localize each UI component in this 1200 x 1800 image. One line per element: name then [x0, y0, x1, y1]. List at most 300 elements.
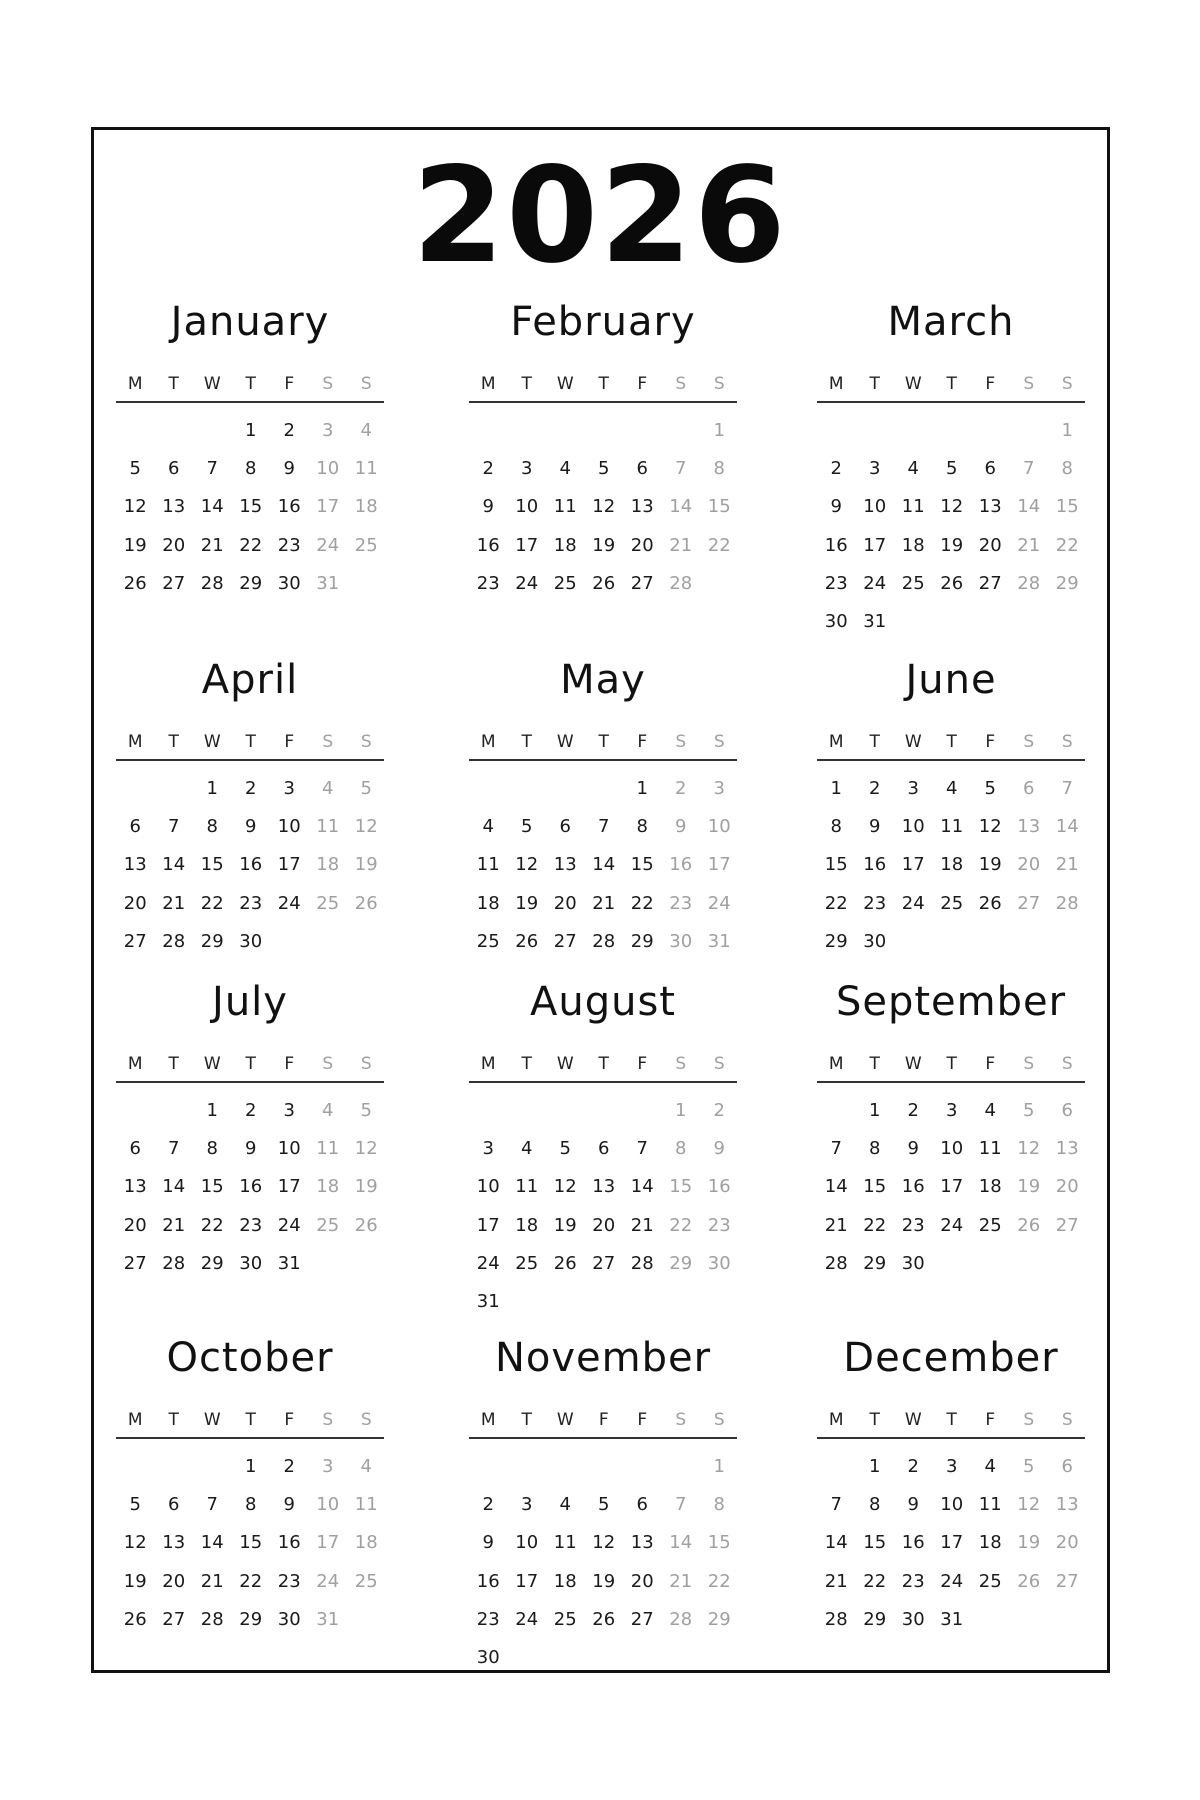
- day-cell: 13: [123, 854, 147, 876]
- day-cell: 9: [907, 1494, 919, 1516]
- day-cell: 29: [863, 1252, 887, 1274]
- day-cell: 1: [636, 778, 648, 800]
- week-row: [469, 412, 737, 450]
- weekday-label: S: [322, 1410, 334, 1430]
- weekday-label: W: [203, 1410, 221, 1430]
- day-cell: 16: [824, 534, 848, 556]
- day-cell: 5: [1023, 1456, 1035, 1478]
- weeks: [469, 1092, 737, 1321]
- header-divider: [817, 1081, 1085, 1083]
- weekday-label: S: [322, 1054, 334, 1074]
- week-row: [116, 1448, 384, 1486]
- weekday-label: M: [127, 1054, 143, 1074]
- day-cell: 4: [360, 1456, 372, 1478]
- day-cell: 5: [598, 458, 610, 480]
- day-cell: 15: [863, 1176, 887, 1198]
- weeks: [116, 1448, 384, 1639]
- day-cell: 29: [863, 1608, 887, 1630]
- week-row: [817, 603, 1085, 641]
- day-cell: 20: [978, 534, 1002, 556]
- day-cell: 6: [984, 458, 996, 480]
- day-cell: 1: [206, 1100, 218, 1122]
- day-cell: 30: [901, 1608, 925, 1630]
- day-cell: 6: [559, 816, 571, 838]
- day-cell: 10: [277, 816, 301, 838]
- weekday-label: M: [828, 732, 844, 752]
- weekday-header: [817, 372, 1085, 396]
- day-cell: 28: [162, 930, 186, 952]
- weeks: [469, 1448, 737, 1677]
- day-cell: 20: [592, 1214, 616, 1236]
- day-cell: 27: [1055, 1570, 1079, 1592]
- day-cell: 9: [675, 816, 687, 838]
- weekday-label: T: [521, 1410, 532, 1430]
- week-row: [116, 527, 384, 565]
- day-cell: 17: [515, 1570, 539, 1592]
- week-row: [817, 412, 1085, 450]
- day-cell: 5: [521, 816, 533, 838]
- day-cell: 7: [675, 458, 687, 480]
- week-row: [116, 488, 384, 526]
- day-cell: 25: [316, 1214, 340, 1236]
- day-cell: 24: [515, 1608, 539, 1630]
- day-cell: 13: [123, 1176, 147, 1198]
- day-cell: 5: [360, 1100, 372, 1122]
- day-cell: 16: [669, 854, 693, 876]
- weekday-header: [817, 730, 1085, 754]
- week-row: [469, 1486, 737, 1524]
- day-cell: 12: [940, 496, 964, 518]
- day-cell: 5: [1023, 1100, 1035, 1122]
- weekday-label: T: [869, 732, 880, 752]
- day-cell: 28: [824, 1252, 848, 1274]
- day-cell: 27: [1055, 1214, 1079, 1236]
- day-cell: 14: [162, 854, 186, 876]
- day-cell: 3: [283, 778, 295, 800]
- day-cell: 19: [1017, 1532, 1041, 1554]
- day-cell: 22: [239, 534, 263, 556]
- weeks: [469, 412, 737, 603]
- day-cell: 29: [630, 930, 654, 952]
- month-title: November: [494, 1335, 712, 1381]
- day-cell: 24: [707, 892, 731, 914]
- day-cell: 8: [245, 458, 257, 480]
- weekday-label: W: [203, 732, 221, 752]
- day-cell: 13: [1017, 816, 1041, 838]
- day-cell: 30: [863, 930, 887, 952]
- month-title: August: [530, 979, 676, 1025]
- day-cell: 13: [630, 496, 654, 518]
- day-cell: 25: [978, 1570, 1002, 1592]
- day-cell: 19: [940, 534, 964, 556]
- day-cell: 7: [675, 1494, 687, 1516]
- day-cell: 16: [901, 1532, 925, 1554]
- day-cell: 3: [482, 1138, 494, 1160]
- day-cell: 23: [901, 1570, 925, 1592]
- day-cell: 7: [830, 1494, 842, 1516]
- day-cell: 20: [553, 892, 577, 914]
- day-cell: 8: [869, 1138, 881, 1160]
- header-divider: [116, 401, 384, 403]
- week-row: [469, 1168, 737, 1206]
- day-cell: 12: [978, 816, 1002, 838]
- day-cell: 23: [476, 1608, 500, 1630]
- day-cell: 30: [669, 930, 693, 952]
- day-cell: 9: [245, 1138, 257, 1160]
- weekday-label: M: [480, 1054, 496, 1074]
- day-cell: 19: [592, 1570, 616, 1592]
- day-cell: 24: [515, 572, 539, 594]
- day-cell: 30: [901, 1252, 925, 1274]
- day-cell: 10: [515, 1532, 539, 1554]
- week-row: [116, 1130, 384, 1168]
- day-cell: 5: [129, 1494, 141, 1516]
- month-title: May: [560, 657, 646, 703]
- day-cell: 19: [553, 1214, 577, 1236]
- day-cell: 22: [239, 1570, 263, 1592]
- day-cell: 18: [978, 1532, 1002, 1554]
- weekday-header: [469, 1052, 737, 1076]
- day-cell: 23: [707, 1214, 731, 1236]
- day-cell: 4: [559, 1494, 571, 1516]
- day-cell: 11: [553, 496, 577, 518]
- day-cell: 9: [482, 496, 494, 518]
- weekday-label: F: [637, 732, 648, 752]
- header-divider: [469, 401, 737, 403]
- weekday-label: T: [946, 374, 957, 394]
- day-cell: 13: [978, 496, 1002, 518]
- weekday-label: F: [637, 1054, 648, 1074]
- day-cell: 8: [1061, 458, 1073, 480]
- day-cell: 1: [245, 1456, 257, 1478]
- header-divider: [817, 401, 1085, 403]
- week-row: [469, 1092, 737, 1130]
- weekday-label: T: [869, 1054, 880, 1074]
- weeks: [469, 770, 737, 961]
- day-cell: 24: [940, 1570, 964, 1592]
- day-cell: 24: [316, 534, 340, 556]
- header-divider: [469, 759, 737, 761]
- week-row: [469, 1207, 737, 1245]
- week-row: [116, 1563, 384, 1601]
- week-row: [817, 1130, 1085, 1168]
- day-cell: 27: [553, 930, 577, 952]
- day-cell: 7: [1023, 458, 1035, 480]
- day-cell: 31: [863, 611, 887, 633]
- weekday-label: M: [828, 1054, 844, 1074]
- week-row: [469, 885, 737, 923]
- weekday-label: T: [946, 1054, 957, 1074]
- day-cell: 13: [1055, 1494, 1079, 1516]
- day-cell: 23: [277, 1570, 301, 1592]
- weekday-label: S: [360, 1410, 372, 1430]
- weekday-label: M: [480, 374, 496, 394]
- day-cell: 25: [978, 1214, 1002, 1236]
- day-cell: 17: [316, 496, 340, 518]
- day-cell: 14: [592, 854, 616, 876]
- weekday-label: S: [713, 732, 725, 752]
- weekday-label: T: [168, 1054, 179, 1074]
- weekday-label: T: [168, 1410, 179, 1430]
- day-cell: 5: [946, 458, 958, 480]
- day-cell: 14: [1055, 816, 1079, 838]
- day-cell: 25: [476, 930, 500, 952]
- week-row: [817, 565, 1085, 603]
- day-cell: 9: [907, 1138, 919, 1160]
- day-cell: 28: [669, 572, 693, 594]
- day-cell: 2: [713, 1100, 725, 1122]
- day-cell: 4: [322, 1100, 334, 1122]
- weekday-label: T: [598, 1054, 609, 1074]
- day-cell: 20: [123, 892, 147, 914]
- day-cell: 29: [669, 1252, 693, 1274]
- day-cell: 25: [901, 572, 925, 594]
- day-cell: 21: [1017, 534, 1041, 556]
- day-cell: 15: [707, 1532, 731, 1554]
- day-cell: 25: [940, 892, 964, 914]
- day-cell: 18: [553, 534, 577, 556]
- day-cell: 6: [636, 1494, 648, 1516]
- day-cell: 22: [1055, 534, 1079, 556]
- weeks: [116, 1092, 384, 1283]
- day-cell: 1: [245, 420, 257, 442]
- weekday-label: W: [904, 374, 922, 394]
- header-divider: [469, 1437, 737, 1439]
- day-cell: 2: [482, 1494, 494, 1516]
- day-cell: 26: [553, 1252, 577, 1274]
- day-cell: 15: [239, 496, 263, 518]
- weekday-label: T: [168, 732, 179, 752]
- weekday-label: S: [1061, 732, 1073, 752]
- weekday-label: M: [480, 1410, 496, 1430]
- day-cell: 28: [669, 1608, 693, 1630]
- weekday-label: M: [480, 732, 496, 752]
- day-cell: 6: [636, 458, 648, 480]
- day-cell: 24: [277, 892, 301, 914]
- day-cell: 22: [863, 1214, 887, 1236]
- day-cell: 26: [592, 572, 616, 594]
- day-cell: 8: [636, 816, 648, 838]
- day-cell: 29: [239, 572, 263, 594]
- day-cell: 25: [354, 1570, 378, 1592]
- day-cell: 5: [984, 778, 996, 800]
- week-row: [817, 488, 1085, 526]
- day-cell: 23: [277, 534, 301, 556]
- day-cell: 30: [707, 1252, 731, 1274]
- week-row: [817, 450, 1085, 488]
- weekday-header: [116, 372, 384, 396]
- weekday-label: M: [127, 1410, 143, 1430]
- weekday-label: F: [985, 1054, 996, 1074]
- weekday-label: F: [284, 374, 295, 394]
- day-cell: 17: [316, 1532, 340, 1554]
- day-cell: 29: [239, 1608, 263, 1630]
- weekday-label: S: [1023, 1054, 1035, 1074]
- day-cell: 1: [1061, 420, 1073, 442]
- week-row: [469, 1524, 737, 1562]
- week-row: [469, 488, 737, 526]
- day-cell: 23: [669, 892, 693, 914]
- day-cell: 13: [630, 1532, 654, 1554]
- week-row: [116, 1486, 384, 1524]
- day-cell: 6: [1061, 1456, 1073, 1478]
- weekday-label: S: [360, 374, 372, 394]
- day-cell: 12: [1017, 1494, 1041, 1516]
- day-cell: 27: [630, 572, 654, 594]
- day-cell: 11: [476, 854, 500, 876]
- day-cell: 18: [354, 496, 378, 518]
- day-cell: 3: [521, 1494, 533, 1516]
- weekday-label: S: [1023, 374, 1035, 394]
- day-cell: 27: [162, 1608, 186, 1630]
- day-cell: 20: [1017, 854, 1041, 876]
- weekday-label: T: [245, 732, 256, 752]
- day-cell: 26: [354, 892, 378, 914]
- day-cell: 13: [553, 854, 577, 876]
- day-cell: 23: [476, 572, 500, 594]
- day-cell: 17: [940, 1532, 964, 1554]
- day-cell: 15: [200, 854, 224, 876]
- day-cell: 18: [354, 1532, 378, 1554]
- day-cell: 28: [1017, 572, 1041, 594]
- weekday-label: S: [1061, 1054, 1073, 1074]
- weekday-label: F: [985, 732, 996, 752]
- day-cell: 2: [675, 778, 687, 800]
- day-cell: 18: [978, 1176, 1002, 1198]
- weekday-label: T: [598, 374, 609, 394]
- day-cell: 2: [869, 778, 881, 800]
- week-row: [116, 1245, 384, 1283]
- day-cell: 10: [863, 496, 887, 518]
- day-cell: 28: [630, 1252, 654, 1274]
- weekday-label: S: [360, 732, 372, 752]
- week-row: [469, 923, 737, 961]
- day-cell: 7: [598, 816, 610, 838]
- week-row: [116, 923, 384, 961]
- day-cell: 12: [354, 1138, 378, 1160]
- week-row: [469, 846, 737, 884]
- day-cell: 21: [200, 534, 224, 556]
- day-cell: 11: [901, 496, 925, 518]
- day-cell: 25: [553, 1608, 577, 1630]
- week-row: [817, 1448, 1085, 1486]
- day-cell: 2: [283, 1456, 295, 1478]
- day-cell: 17: [515, 534, 539, 556]
- header-divider: [116, 1081, 384, 1083]
- week-row: [116, 1524, 384, 1562]
- week-row: [469, 1245, 737, 1283]
- day-cell: 26: [1017, 1214, 1041, 1236]
- week-row: [817, 1245, 1085, 1283]
- day-cell: 9: [283, 458, 295, 480]
- day-cell: 31: [707, 930, 731, 952]
- day-cell: 11: [354, 1494, 378, 1516]
- year-title: 2026: [412, 139, 788, 293]
- day-cell: 12: [123, 1532, 147, 1554]
- day-cell: 11: [515, 1176, 539, 1198]
- day-cell: 2: [245, 1100, 257, 1122]
- weekday-header: [116, 1408, 384, 1432]
- day-cell: 10: [940, 1138, 964, 1160]
- month-title: January: [170, 299, 330, 345]
- day-cell: 3: [283, 1100, 295, 1122]
- week-row: [817, 1601, 1085, 1639]
- weekday-label: S: [1061, 374, 1073, 394]
- day-cell: 15: [239, 1532, 263, 1554]
- day-cell: 12: [123, 496, 147, 518]
- weekday-label: S: [713, 1410, 725, 1430]
- day-cell: 31: [316, 1608, 340, 1630]
- day-cell: 16: [239, 854, 263, 876]
- day-cell: 23: [239, 892, 263, 914]
- day-cell: 21: [592, 892, 616, 914]
- week-row: [469, 1601, 737, 1639]
- day-cell: 3: [907, 778, 919, 800]
- day-cell: 22: [200, 892, 224, 914]
- weekday-header: [116, 1052, 384, 1076]
- day-cell: 14: [200, 496, 224, 518]
- day-cell: 24: [863, 572, 887, 594]
- day-cell: 17: [277, 854, 301, 876]
- day-cell: 23: [901, 1214, 925, 1236]
- day-cell: 21: [162, 892, 186, 914]
- week-row: [817, 923, 1085, 961]
- day-cell: 12: [592, 1532, 616, 1554]
- day-cell: 8: [830, 816, 842, 838]
- week-row: [116, 1092, 384, 1130]
- day-cell: 28: [200, 572, 224, 594]
- weekday-label: T: [869, 1410, 880, 1430]
- day-cell: 14: [630, 1176, 654, 1198]
- weekday-label: S: [675, 374, 687, 394]
- day-cell: 30: [277, 572, 301, 594]
- day-cell: 3: [521, 458, 533, 480]
- day-cell: 16: [863, 854, 887, 876]
- day-cell: 24: [901, 892, 925, 914]
- day-cell: 26: [1017, 1570, 1041, 1592]
- day-cell: 27: [978, 572, 1002, 594]
- day-cell: 10: [515, 496, 539, 518]
- weekday-label: W: [556, 374, 574, 394]
- day-cell: 11: [316, 816, 340, 838]
- day-cell: 3: [946, 1456, 958, 1478]
- day-cell: 11: [978, 1138, 1002, 1160]
- week-row: [817, 1524, 1085, 1562]
- weeks: [817, 1092, 1085, 1283]
- day-cell: 5: [129, 458, 141, 480]
- day-cell: 13: [162, 496, 186, 518]
- day-cell: 8: [869, 1494, 881, 1516]
- day-cell: 29: [1055, 572, 1079, 594]
- day-cell: 23: [863, 892, 887, 914]
- day-cell: 18: [316, 1176, 340, 1198]
- day-cell: 21: [162, 1214, 186, 1236]
- weekday-header: [469, 730, 737, 754]
- day-cell: 19: [123, 1570, 147, 1592]
- day-cell: 15: [669, 1176, 693, 1198]
- day-cell: 22: [707, 534, 731, 556]
- day-cell: 12: [553, 1176, 577, 1198]
- weekday-label: F: [637, 374, 648, 394]
- week-row: [817, 1168, 1085, 1206]
- day-cell: 7: [1061, 778, 1073, 800]
- day-cell: 1: [713, 420, 725, 442]
- day-cell: 17: [707, 854, 731, 876]
- day-cell: 10: [476, 1176, 500, 1198]
- day-cell: 6: [129, 1138, 141, 1160]
- day-cell: 6: [598, 1138, 610, 1160]
- day-cell: 31: [277, 1252, 301, 1274]
